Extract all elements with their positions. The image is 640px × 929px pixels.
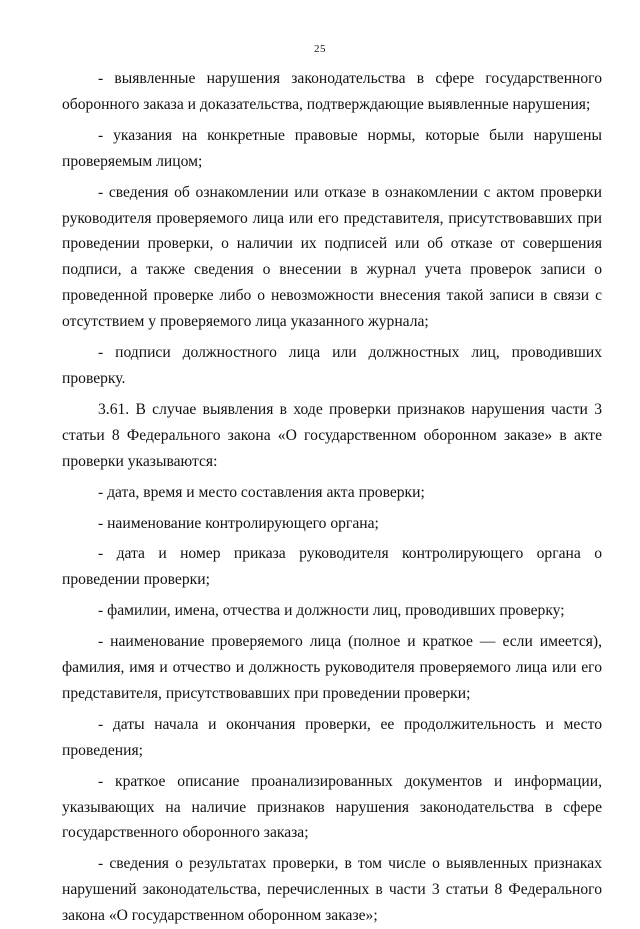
list-item-dates-duration: - даты начала и окончания проверки, ее продолжительность и место проведения; bbox=[62, 715, 602, 759]
document-body bbox=[62, 66, 602, 929]
list-item-inspectors: - фамилии, имена, отчества и должности лиц, проводивших проверку; bbox=[98, 602, 565, 620]
list-item-violations: - выявленные нарушения законодательства в сфере государственного оборонного заказа и доказательства, подтверждающие выявленные нарушения; bbox=[62, 70, 602, 113]
list-item-results: - сведения о результатах проверки, в том числе о выявленных признаках нарушений законодательства, перечисленных в части 3 статьи 8 Федерального закона «О государственном оборонном заказе»; bbox=[62, 855, 602, 925]
list-item-familiarization: - сведения об ознакомлении или отказе в ознакомлении с актом проверки руководителя проверяемого лица или его представителя, присутствовавших при проведении проверки, о наличии их подписей или об отказе от совершения подписи, а также сведения о внесении в журнал учета проверок записи о проведенной проверке либо о невозможности внесения такой записи в связи с отсутствием у проверяемого лица указанного журнала; bbox=[62, 183, 602, 331]
list-item-document-description: - краткое описание проанализированных документов и информации, указывающих на наличие признаков нарушения законодательства в сфере государственного оборонного заказа; bbox=[62, 772, 602, 842]
page-number: 25 bbox=[314, 43, 326, 55]
list-item-inspected-entity: - наименование проверяемого лица (полное и краткое — если имеется), фамилия, имя и отчество и должность руководителя проверяемого лица или его представителя, присутствовавших при проведении проверки; bbox=[62, 633, 602, 702]
list-item-legal-norms: - указания на конкретные правовые нормы, которые были нарушены проверяемым лицом; bbox=[62, 126, 602, 170]
section-3-61: 3.61. В случае выявления в ходе проверки признаков нарушения части 3 статьи 8 Федерального закона «О государственном оборонном заказе» в акте проверки указываются: bbox=[62, 400, 602, 470]
list-item-date-place: - дата, время и место составления акта проверки; bbox=[98, 483, 425, 501]
list-item-authority-name: - наименование контролирующего органа; bbox=[98, 514, 379, 532]
list-item-signatures: - подписи должностного лица или должностных лиц, проводивших проверку. bbox=[62, 344, 602, 387]
list-item-order: - дата и номер приказа руководителя контролирующего органа о проведении проверки; bbox=[62, 545, 602, 589]
